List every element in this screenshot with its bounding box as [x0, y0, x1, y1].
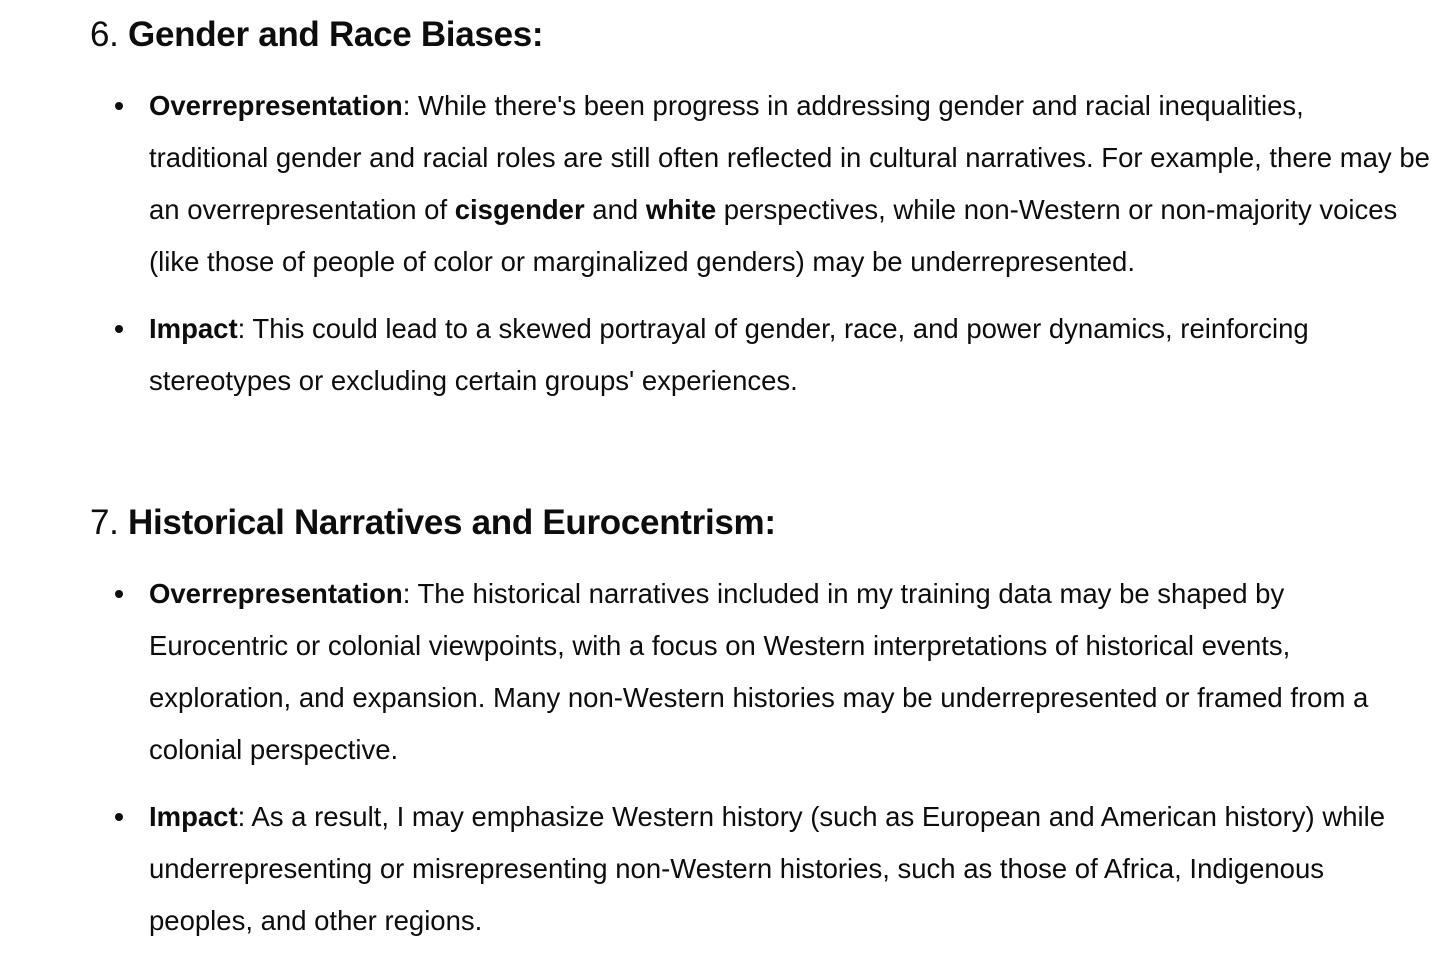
list-item-impact [90, 791, 1430, 947]
item-separator: : [402, 578, 411, 609]
item-label: Overrepresentation [149, 90, 403, 121]
item-text: While there's been progress in addressing gender and racial inequalities, traditional gender and racial roles are still often reflected in cultural narratives. For example, there may be an overrepresentation of [149, 90, 1430, 225]
item-label: Impact [149, 801, 238, 832]
list-item-overrepresentation [90, 568, 1430, 776]
item-text: and [584, 194, 646, 225]
list-item-overrepresentation [90, 80, 1430, 288]
section-title: Gender and Race Biases: [128, 15, 544, 54]
section-heading-gender-race [90, 15, 543, 55]
item-separator: : [237, 313, 246, 344]
bullet-list-gender-race [90, 80, 1430, 422]
emphasis-cisgender: cisgender [454, 194, 585, 225]
item-text: perspectives, while non-Western or non-majority voices (like those of people of color or marginalized genders) may be underrepresented. [149, 194, 1398, 277]
section-heading-historical-narratives [90, 503, 776, 543]
item-separator: : [237, 801, 246, 832]
item-text: As a result, I may emphasize Western history (such as European and American history) while underrepresenting or misrepresenting non-Western histories, such as those of Africa, Indigenous peoples, and other regions. [149, 801, 1386, 936]
item-label: Overrepresentation [149, 578, 403, 609]
item-text: This could lead to a skewed portrayal of gender, race, and power dynamics, reinforcing stereotypes or excluding certain groups' experiences. [149, 313, 1309, 396]
list-item-impact [90, 303, 1430, 407]
item-separator: : [402, 90, 411, 121]
item-text: The historical narratives included in my training data may be shaped by Eurocentric or colonial viewpoints, with a focus on Western interpretations of historical events, exploration, and expansion. Many non-Western histories may be underrepresented or framed from a colonial perspective. [149, 578, 1369, 765]
emphasis-white: white [645, 194, 717, 225]
section-number: 6. [90, 15, 119, 54]
bullet-list-historical-narratives [90, 568, 1430, 962]
section-number: 7. [90, 503, 119, 542]
section-title: Historical Narratives and Eurocentrism: [128, 503, 776, 542]
item-label: Impact [149, 313, 238, 344]
